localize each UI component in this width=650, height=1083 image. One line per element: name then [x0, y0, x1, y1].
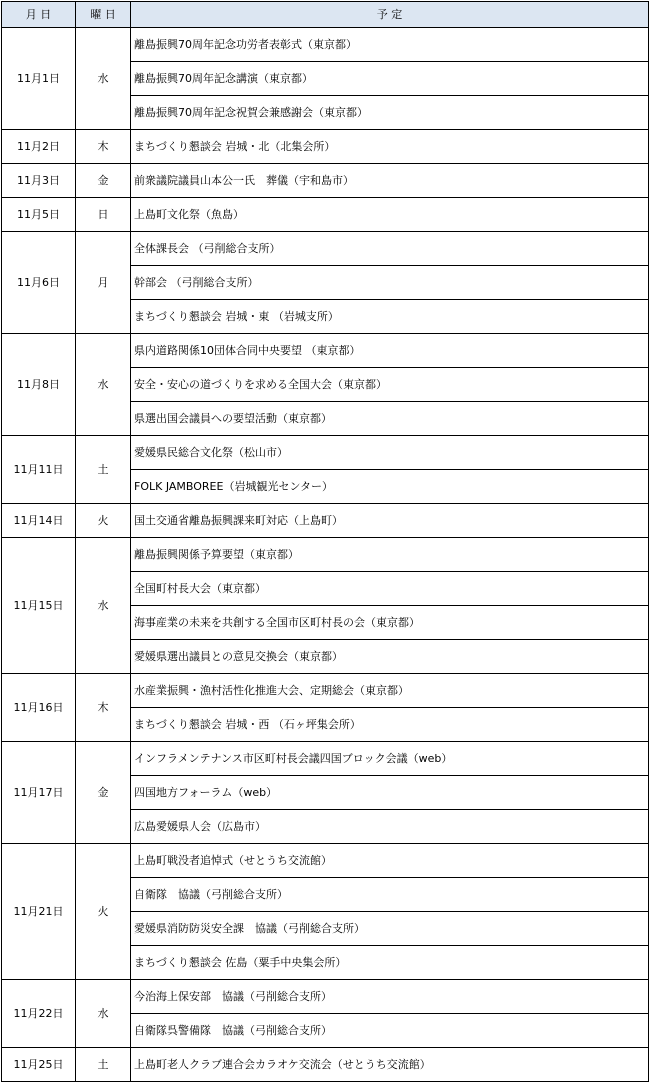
date-cell: 11月14日	[2, 504, 76, 538]
event-cell: 愛媛県消防防災安全課 協議（弓削総合支所）	[131, 912, 649, 946]
weekday-cell: 月	[76, 232, 131, 334]
weekday-cell: 水	[76, 334, 131, 436]
event-cell: 県選出国会議員への要望活動（東京都）	[131, 402, 649, 436]
table-row	[2, 844, 649, 878]
event-cell: まちづくり懇談会 岩城・東 （岩城支所）	[131, 300, 649, 334]
header-date: 月 日	[2, 2, 76, 28]
weekday-cell: 火	[76, 504, 131, 538]
table-row	[2, 538, 649, 572]
weekday-cell: 水	[76, 980, 131, 1048]
event-cell: まちづくり懇談会 佐島（粟手中央集会所）	[131, 946, 649, 980]
event-cell: 離島振興関係予算要望（東京都）	[131, 538, 649, 572]
date-cell: 11月16日	[2, 674, 76, 742]
event-cell: 安全・安心の道づくりを求める全国大会（東京都）	[131, 368, 649, 402]
header-schedule: 予 定	[131, 2, 649, 28]
schedule-table	[1, 1, 649, 1082]
table-row	[2, 198, 649, 232]
date-cell: 11月25日	[2, 1048, 76, 1082]
event-cell: 上島町文化祭（魚島）	[131, 198, 649, 232]
header-row	[2, 2, 649, 28]
table-row	[2, 28, 649, 62]
event-cell: 幹部会 （弓削総合支所）	[131, 266, 649, 300]
table-row	[2, 742, 649, 776]
weekday-cell: 木	[76, 130, 131, 164]
weekday-cell: 水	[76, 538, 131, 674]
weekday-cell: 火	[76, 844, 131, 980]
date-cell: 11月1日	[2, 28, 76, 130]
schedule-body	[2, 28, 649, 1082]
weekday-cell: 日	[76, 198, 131, 232]
date-cell: 11月3日	[2, 164, 76, 198]
event-cell: まちづくり懇談会 岩城・北（北集会所）	[131, 130, 649, 164]
weekday-cell: 木	[76, 674, 131, 742]
table-row	[2, 232, 649, 266]
table-row	[2, 1048, 649, 1082]
event-cell: 自衛隊呉警備隊 協議（弓削総合支所）	[131, 1014, 649, 1048]
event-cell: 愛媛県選出議員との意見交換会（東京都）	[131, 640, 649, 674]
table-row	[2, 436, 649, 470]
date-cell: 11月17日	[2, 742, 76, 844]
event-cell: 自衛隊 協議（弓削総合支所）	[131, 878, 649, 912]
event-cell: 上島町戦没者追悼式（せとうち交流館）	[131, 844, 649, 878]
event-cell: 四国地方フォーラム（web）	[131, 776, 649, 810]
event-cell: インフラメンテナンス市区町村長会議四国ブロック会議（web）	[131, 742, 649, 776]
event-cell: FOLK JAMBOREE（岩城観光センター）	[131, 470, 649, 504]
table-row	[2, 334, 649, 368]
table-row	[2, 674, 649, 708]
table-row	[2, 504, 649, 538]
event-cell: 前衆議院議員山本公一氏 葬儀（宇和島市）	[131, 164, 649, 198]
date-cell: 11月21日	[2, 844, 76, 980]
weekday-cell: 水	[76, 28, 131, 130]
event-cell: 県内道路関係10団体合同中央要望 （東京都）	[131, 334, 649, 368]
weekday-cell: 土	[76, 436, 131, 504]
date-cell: 11月8日	[2, 334, 76, 436]
date-cell: 11月2日	[2, 130, 76, 164]
weekday-cell: 土	[76, 1048, 131, 1082]
weekday-cell: 金	[76, 164, 131, 198]
event-cell: 国土交通省離島振興課来町対応（上島町）	[131, 504, 649, 538]
event-cell: 愛媛県民総合文化祭（松山市）	[131, 436, 649, 470]
event-cell: まちづくり懇談会 岩城・西 （石ヶ坪集会所）	[131, 708, 649, 742]
event-cell: 全国町村長大会（東京都）	[131, 572, 649, 606]
date-cell: 11月22日	[2, 980, 76, 1048]
date-cell: 11月15日	[2, 538, 76, 674]
event-cell: 今治海上保安部 協議（弓削総合支所）	[131, 980, 649, 1014]
event-cell: 水産業振興・漁村活性化推進大会、定期総会（東京都）	[131, 674, 649, 708]
table-row	[2, 130, 649, 164]
event-cell: 全体課長会 （弓削総合支所）	[131, 232, 649, 266]
event-cell: 広島愛媛県人会（広島市）	[131, 810, 649, 844]
date-cell: 11月5日	[2, 198, 76, 232]
date-cell: 11月11日	[2, 436, 76, 504]
table-row	[2, 980, 649, 1014]
table-row	[2, 164, 649, 198]
event-cell: 離島振興70周年記念功労者表彰式（東京都）	[131, 28, 649, 62]
event-cell: 離島振興70周年記念講演（東京都）	[131, 62, 649, 96]
event-cell: 離島振興70周年記念祝賀会兼感謝会（東京都）	[131, 96, 649, 130]
date-cell: 11月6日	[2, 232, 76, 334]
event-cell: 上島町老人クラブ連合会カラオケ交流会（せとうち交流館）	[131, 1048, 649, 1082]
event-cell: 海事産業の未来を共創する全国市区町村長の会（東京都）	[131, 606, 649, 640]
weekday-cell: 金	[76, 742, 131, 844]
header-weekday: 曜 日	[76, 2, 131, 28]
